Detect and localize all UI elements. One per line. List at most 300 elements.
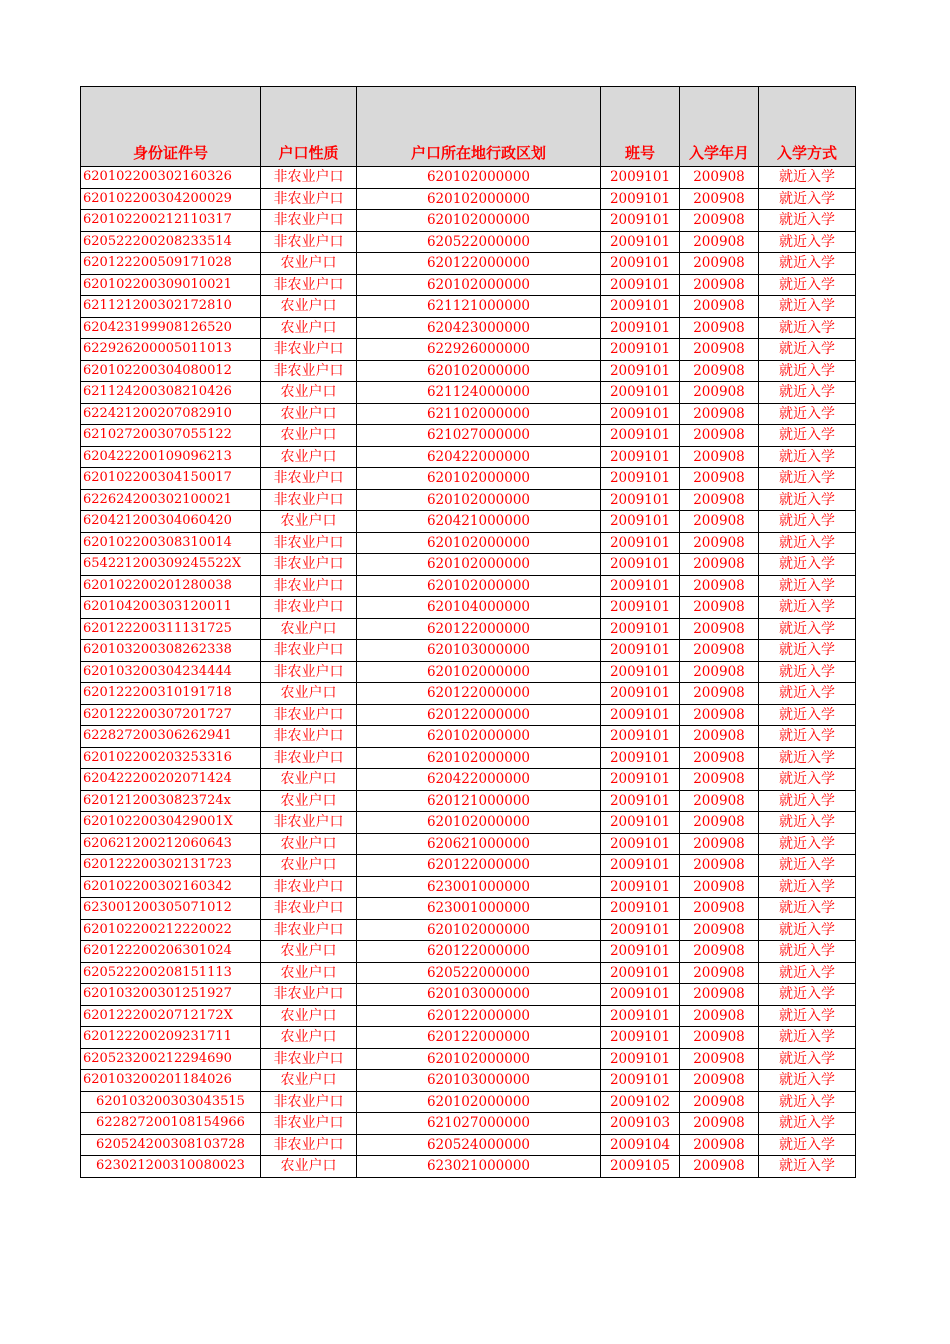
table-row <box>81 704 856 726</box>
table-row <box>81 790 856 812</box>
enroll-method-cell: 就近入学 <box>759 769 856 791</box>
id-number-cell: 620122200310191718 <box>81 683 261 705</box>
hukou-type-cell: 非农业户口 <box>261 339 357 361</box>
hukou-type-cell: 农业户口 <box>261 403 357 425</box>
enroll-date-cell: 200908 <box>680 898 759 920</box>
enroll-method-cell: 就近入学 <box>759 575 856 597</box>
table-row <box>81 274 856 296</box>
enroll-method-cell: 就近入学 <box>759 425 856 447</box>
enroll-method-cell: 就近入学 <box>759 274 856 296</box>
id-number-cell: 62012220020712172X <box>81 1005 261 1027</box>
enroll-date-cell: 200908 <box>680 317 759 339</box>
hukou-type-cell: 非农业户口 <box>261 1091 357 1113</box>
header-enroll-date: 入学年月 <box>680 87 759 167</box>
enroll-method-cell: 就近入学 <box>759 382 856 404</box>
table-row <box>81 554 856 576</box>
hukou-region-cell: 620522000000 <box>357 962 601 984</box>
class-number-cell: 2009101 <box>601 253 680 275</box>
class-number-cell: 2009101 <box>601 167 680 189</box>
hukou-region-cell: 620122000000 <box>357 855 601 877</box>
class-number-cell: 2009101 <box>601 747 680 769</box>
hukou-region-cell: 620102000000 <box>357 274 601 296</box>
id-number-cell: 620621200212060643 <box>81 833 261 855</box>
enroll-date-cell: 200908 <box>680 1005 759 1027</box>
header-class-number: 班号 <box>601 87 680 167</box>
hukou-region-cell: 620102000000 <box>357 188 601 210</box>
id-number-cell: 62010220030429001X <box>81 812 261 834</box>
hukou-region-cell: 621027000000 <box>357 1113 601 1135</box>
class-number-cell: 2009101 <box>601 468 680 490</box>
id-number-cell: 621124200308210426 <box>81 382 261 404</box>
class-number-cell: 2009104 <box>601 1134 680 1156</box>
table-row <box>81 489 856 511</box>
hukou-type-cell: 非农业户口 <box>261 597 357 619</box>
enroll-date-cell: 200908 <box>680 210 759 232</box>
enroll-method-cell: 就近入学 <box>759 403 856 425</box>
hukou-type-cell: 非农业户口 <box>261 489 357 511</box>
id-number-cell: 620102200304200029 <box>81 188 261 210</box>
enroll-method-cell: 就近入学 <box>759 167 856 189</box>
hukou-type-cell: 非农业户口 <box>261 704 357 726</box>
enroll-method-cell: 就近入学 <box>759 618 856 640</box>
enroll-method-cell: 就近入学 <box>759 941 856 963</box>
table-row <box>81 640 856 662</box>
enroll-method-cell: 就近入学 <box>759 1134 856 1156</box>
hukou-region-cell: 620121000000 <box>357 790 601 812</box>
hukou-type-cell: 非农业户口 <box>261 188 357 210</box>
id-number-cell: 620102200302160342 <box>81 876 261 898</box>
hukou-region-cell: 621121000000 <box>357 296 601 318</box>
enroll-date-cell: 200908 <box>680 812 759 834</box>
table-row <box>81 683 856 705</box>
id-number-cell: 620421200304060420 <box>81 511 261 533</box>
class-number-cell: 2009101 <box>601 640 680 662</box>
table-row <box>81 941 856 963</box>
hukou-type-cell: 非农业户口 <box>261 167 357 189</box>
table-row <box>81 1048 856 1070</box>
hukou-region-cell: 620102000000 <box>357 575 601 597</box>
enroll-date-cell: 200908 <box>680 231 759 253</box>
hukou-region-cell: 623001000000 <box>357 898 601 920</box>
enroll-date-cell: 200908 <box>680 274 759 296</box>
enroll-date-cell: 200908 <box>680 1070 759 1092</box>
enroll-date-cell: 200908 <box>680 1156 759 1178</box>
enroll-method-cell: 就近入学 <box>759 812 856 834</box>
enroll-method-cell: 就近入学 <box>759 726 856 748</box>
id-number-cell: 620122200206301024 <box>81 941 261 963</box>
hukou-type-cell: 农业户口 <box>261 317 357 339</box>
hukou-region-cell: 620104000000 <box>357 597 601 619</box>
hukou-region-cell: 621102000000 <box>357 403 601 425</box>
enroll-date-cell: 200908 <box>680 919 759 941</box>
class-number-cell: 2009101 <box>601 704 680 726</box>
hukou-region-cell: 623021000000 <box>357 1156 601 1178</box>
hukou-region-cell: 620621000000 <box>357 833 601 855</box>
enroll-date-cell: 200908 <box>680 489 759 511</box>
id-number-cell: 620422200202071424 <box>81 769 261 791</box>
hukou-type-cell: 农业户口 <box>261 1156 357 1178</box>
enroll-date-cell: 200908 <box>680 661 759 683</box>
class-number-cell: 2009101 <box>601 726 680 748</box>
table-row <box>81 984 856 1006</box>
hukou-region-cell: 620102000000 <box>357 167 601 189</box>
class-number-cell: 2009101 <box>601 425 680 447</box>
hukou-type-cell: 非农业户口 <box>261 640 357 662</box>
enroll-date-cell: 200908 <box>680 683 759 705</box>
enroll-method-cell: 就近入学 <box>759 790 856 812</box>
id-number-cell: 620122200209231711 <box>81 1027 261 1049</box>
enroll-date-cell: 200908 <box>680 1048 759 1070</box>
id-number-cell: 620103200201184026 <box>81 1070 261 1092</box>
enroll-date-cell: 200908 <box>680 554 759 576</box>
hukou-region-cell: 620102000000 <box>357 554 601 576</box>
enroll-date-cell: 200908 <box>680 1027 759 1049</box>
hukou-region-cell: 620122000000 <box>357 704 601 726</box>
table-row <box>81 382 856 404</box>
id-number-cell: 620103200303043515 <box>81 1091 261 1113</box>
enroll-date-cell: 200908 <box>680 511 759 533</box>
student-registry-table <box>80 86 856 1178</box>
id-number-cell: 620102200212110317 <box>81 210 261 232</box>
enroll-date-cell: 200908 <box>680 360 759 382</box>
enroll-date-cell: 200908 <box>680 984 759 1006</box>
class-number-cell: 2009101 <box>601 489 680 511</box>
id-number-cell: 622926200005011013 <box>81 339 261 361</box>
table-row <box>81 425 856 447</box>
enroll-date-cell: 200908 <box>680 296 759 318</box>
id-number-cell: 620522200208233514 <box>81 231 261 253</box>
hukou-region-cell: 620102000000 <box>357 747 601 769</box>
table-row <box>81 1091 856 1113</box>
id-number-cell: 620122200509171028 <box>81 253 261 275</box>
hukou-region-cell: 620524000000 <box>357 1134 601 1156</box>
enroll-method-cell: 就近入学 <box>759 554 856 576</box>
table-row <box>81 812 856 834</box>
class-number-cell: 2009101 <box>601 1027 680 1049</box>
hukou-region-cell: 620102000000 <box>357 360 601 382</box>
hukou-region-cell: 620102000000 <box>357 661 601 683</box>
table-row <box>81 876 856 898</box>
hukou-type-cell: 农业户口 <box>261 425 357 447</box>
hukou-type-cell: 非农业户口 <box>261 231 357 253</box>
table-row <box>81 210 856 232</box>
hukou-type-cell: 农业户口 <box>261 296 357 318</box>
id-number-cell: 620102200302160326 <box>81 167 261 189</box>
hukou-region-cell: 620122000000 <box>357 618 601 640</box>
enroll-date-cell: 200908 <box>680 618 759 640</box>
enroll-method-cell: 就近入学 <box>759 296 856 318</box>
table-row <box>81 446 856 468</box>
enroll-date-cell: 200908 <box>680 704 759 726</box>
enroll-method-cell: 就近入学 <box>759 747 856 769</box>
table-row <box>81 339 856 361</box>
enroll-method-cell: 就近入学 <box>759 1156 856 1178</box>
id-number-cell: 620423199908126520 <box>81 317 261 339</box>
enroll-method-cell: 就近入学 <box>759 704 856 726</box>
id-number-cell: 620103200304234444 <box>81 661 261 683</box>
class-number-cell: 2009101 <box>601 554 680 576</box>
hukou-type-cell: 非农业户口 <box>261 532 357 554</box>
class-number-cell: 2009101 <box>601 231 680 253</box>
hukou-region-cell: 620102000000 <box>357 726 601 748</box>
enroll-method-cell: 就近入学 <box>759 898 856 920</box>
class-number-cell: 2009101 <box>601 1070 680 1092</box>
hukou-type-cell: 非农业户口 <box>261 898 357 920</box>
table-row <box>81 898 856 920</box>
enroll-method-cell: 就近入学 <box>759 919 856 941</box>
hukou-type-cell: 非农业户口 <box>261 747 357 769</box>
class-number-cell: 2009101 <box>601 1005 680 1027</box>
enroll-method-cell: 就近入学 <box>759 597 856 619</box>
hukou-type-cell: 农业户口 <box>261 941 357 963</box>
enroll-date-cell: 200908 <box>680 188 759 210</box>
class-number-cell: 2009101 <box>601 876 680 898</box>
hukou-type-cell: 非农业户口 <box>261 812 357 834</box>
id-number-cell: 623021200310080023 <box>81 1156 261 1178</box>
enroll-method-cell: 就近入学 <box>759 188 856 210</box>
class-number-cell: 2009101 <box>601 575 680 597</box>
table-row <box>81 1005 856 1027</box>
table-row <box>81 575 856 597</box>
enroll-method-cell: 就近入学 <box>759 446 856 468</box>
hukou-region-cell: 620522000000 <box>357 231 601 253</box>
enroll-date-cell: 200908 <box>680 962 759 984</box>
hukou-type-cell: 农业户口 <box>261 855 357 877</box>
enroll-date-cell: 200908 <box>680 747 759 769</box>
hukou-type-cell: 非农业户口 <box>261 575 357 597</box>
enroll-method-cell: 就近入学 <box>759 253 856 275</box>
enroll-date-cell: 200908 <box>680 468 759 490</box>
id-number-cell: 622421200207082910 <box>81 403 261 425</box>
table-row <box>81 962 856 984</box>
enroll-date-cell: 200908 <box>680 339 759 361</box>
hukou-type-cell: 农业户口 <box>261 683 357 705</box>
class-number-cell: 2009101 <box>601 446 680 468</box>
table-row <box>81 855 856 877</box>
id-number-cell: 623001200305071012 <box>81 898 261 920</box>
hukou-region-cell: 620422000000 <box>357 446 601 468</box>
hukou-region-cell: 620102000000 <box>357 489 601 511</box>
hukou-type-cell: 非农业户口 <box>261 726 357 748</box>
enroll-date-cell: 200908 <box>680 640 759 662</box>
class-number-cell: 2009101 <box>601 683 680 705</box>
hukou-region-cell: 622926000000 <box>357 339 601 361</box>
hukou-type-cell: 非农业户口 <box>261 1113 357 1135</box>
enroll-date-cell: 200908 <box>680 726 759 748</box>
header-hukou-region: 户口所在地行政区划 <box>357 87 601 167</box>
table-row <box>81 747 856 769</box>
hukou-region-cell: 620422000000 <box>357 769 601 791</box>
table-row <box>81 1156 856 1178</box>
id-number-cell: 620422200109096213 <box>81 446 261 468</box>
enroll-method-cell: 就近入学 <box>759 1048 856 1070</box>
hukou-region-cell: 620102000000 <box>357 210 601 232</box>
enroll-method-cell: 就近入学 <box>759 1091 856 1113</box>
table-row <box>81 833 856 855</box>
hukou-region-cell: 620102000000 <box>357 1091 601 1113</box>
class-number-cell: 2009101 <box>601 898 680 920</box>
enroll-date-cell: 200908 <box>680 941 759 963</box>
id-number-cell: 622827200108154966 <box>81 1113 261 1135</box>
table-row <box>81 296 856 318</box>
hukou-region-cell: 620103000000 <box>357 1070 601 1092</box>
class-number-cell: 2009101 <box>601 339 680 361</box>
enroll-method-cell: 就近入学 <box>759 683 856 705</box>
id-number-cell: 620104200303120011 <box>81 597 261 619</box>
class-number-cell: 2009101 <box>601 962 680 984</box>
hukou-region-cell: 623001000000 <box>357 876 601 898</box>
enroll-date-cell: 200908 <box>680 790 759 812</box>
enroll-date-cell: 200908 <box>680 1134 759 1156</box>
class-number-cell: 2009101 <box>601 382 680 404</box>
hukou-region-cell: 620102000000 <box>357 532 601 554</box>
table-body <box>81 167 856 1178</box>
hukou-type-cell: 非农业户口 <box>261 274 357 296</box>
hukou-type-cell: 非农业户口 <box>261 360 357 382</box>
id-number-cell: 621027200307055122 <box>81 425 261 447</box>
class-number-cell: 2009101 <box>601 618 680 640</box>
hukou-type-cell: 非农业户口 <box>261 1048 357 1070</box>
enroll-date-cell: 200908 <box>680 446 759 468</box>
enroll-method-cell: 就近入学 <box>759 1027 856 1049</box>
hukou-region-cell: 620102000000 <box>357 919 601 941</box>
hukou-type-cell: 农业户口 <box>261 769 357 791</box>
hukou-type-cell: 农业户口 <box>261 382 357 404</box>
id-number-cell: 62012120030823724x <box>81 790 261 812</box>
enroll-method-cell: 就近入学 <box>759 532 856 554</box>
id-number-cell: 620102200308310014 <box>81 532 261 554</box>
id-number-cell: 620122200302131723 <box>81 855 261 877</box>
id-number-cell: 620122200307201727 <box>81 704 261 726</box>
header-enroll-method: 入学方式 <box>759 87 856 167</box>
hukou-region-cell: 620122000000 <box>357 941 601 963</box>
id-number-cell: 622624200302100021 <box>81 489 261 511</box>
enroll-date-cell: 200908 <box>680 1091 759 1113</box>
hukou-type-cell: 非农业户口 <box>261 468 357 490</box>
table-row <box>81 253 856 275</box>
table-row <box>81 661 856 683</box>
id-number-cell: 620524200308103728 <box>81 1134 261 1156</box>
id-number-cell: 620102200309010021 <box>81 274 261 296</box>
hukou-region-cell: 621124000000 <box>357 382 601 404</box>
class-number-cell: 2009105 <box>601 1156 680 1178</box>
table-row <box>81 1113 856 1135</box>
hukou-region-cell: 620122000000 <box>357 683 601 705</box>
hukou-region-cell: 620423000000 <box>357 317 601 339</box>
table-row <box>81 1070 856 1092</box>
enroll-method-cell: 就近入学 <box>759 876 856 898</box>
table-row <box>81 360 856 382</box>
class-number-cell: 2009101 <box>601 317 680 339</box>
class-number-cell: 2009101 <box>601 833 680 855</box>
enroll-method-cell: 就近入学 <box>759 360 856 382</box>
hukou-region-cell: 620102000000 <box>357 812 601 834</box>
class-number-cell: 2009101 <box>601 941 680 963</box>
hukou-type-cell: 农业户口 <box>261 1005 357 1027</box>
hukou-type-cell: 农业户口 <box>261 618 357 640</box>
class-number-cell: 2009103 <box>601 1113 680 1135</box>
id-number-cell: 620102200201280038 <box>81 575 261 597</box>
hukou-region-cell: 620103000000 <box>357 640 601 662</box>
class-number-cell: 2009101 <box>601 790 680 812</box>
enroll-method-cell: 就近入学 <box>759 317 856 339</box>
id-number-cell: 620522200208151113 <box>81 962 261 984</box>
enroll-date-cell: 200908 <box>680 403 759 425</box>
id-number-cell: 620102200304150017 <box>81 468 261 490</box>
hukou-type-cell: 非农业户口 <box>261 984 357 1006</box>
hukou-region-cell: 620102000000 <box>357 1048 601 1070</box>
class-number-cell: 2009101 <box>601 1048 680 1070</box>
table-row <box>81 1134 856 1156</box>
id-number-cell: 622827200306262941 <box>81 726 261 748</box>
hukou-type-cell: 农业户口 <box>261 833 357 855</box>
table-row <box>81 167 856 189</box>
hukou-type-cell: 农业户口 <box>261 790 357 812</box>
enroll-method-cell: 就近入学 <box>759 833 856 855</box>
class-number-cell: 2009101 <box>601 274 680 296</box>
enroll-method-cell: 就近入学 <box>759 468 856 490</box>
enroll-date-cell: 200908 <box>680 425 759 447</box>
enroll-method-cell: 就近入学 <box>759 210 856 232</box>
table-row <box>81 532 856 554</box>
table-row <box>81 511 856 533</box>
id-number-cell: 654221200309245522X <box>81 554 261 576</box>
hukou-region-cell: 621027000000 <box>357 425 601 447</box>
class-number-cell: 2009101 <box>601 919 680 941</box>
hukou-type-cell: 农业户口 <box>261 1027 357 1049</box>
hukou-region-cell: 620122000000 <box>357 253 601 275</box>
class-number-cell: 2009101 <box>601 597 680 619</box>
hukou-region-cell: 620103000000 <box>357 984 601 1006</box>
id-number-cell: 620102200212220022 <box>81 919 261 941</box>
id-number-cell: 620102200304080012 <box>81 360 261 382</box>
enroll-method-cell: 就近入学 <box>759 231 856 253</box>
table-row <box>81 919 856 941</box>
enroll-date-cell: 200908 <box>680 167 759 189</box>
enroll-method-cell: 就近入学 <box>759 1113 856 1135</box>
enroll-date-cell: 200908 <box>680 532 759 554</box>
enroll-method-cell: 就近入学 <box>759 1005 856 1027</box>
class-number-cell: 2009101 <box>601 769 680 791</box>
enroll-method-cell: 就近入学 <box>759 640 856 662</box>
enroll-method-cell: 就近入学 <box>759 661 856 683</box>
hukou-type-cell: 农业户口 <box>261 511 357 533</box>
table-row <box>81 468 856 490</box>
enroll-method-cell: 就近入学 <box>759 1070 856 1092</box>
class-number-cell: 2009101 <box>601 511 680 533</box>
hukou-type-cell: 非农业户口 <box>261 876 357 898</box>
id-number-cell: 620122200311131725 <box>81 618 261 640</box>
header-id-number: 身份证件号 <box>81 87 261 167</box>
class-number-cell: 2009101 <box>601 661 680 683</box>
hukou-region-cell: 620421000000 <box>357 511 601 533</box>
table-row <box>81 726 856 748</box>
table-row <box>81 317 856 339</box>
class-number-cell: 2009101 <box>601 855 680 877</box>
enroll-date-cell: 200908 <box>680 597 759 619</box>
class-number-cell: 2009101 <box>601 360 680 382</box>
hukou-type-cell: 非农业户口 <box>261 210 357 232</box>
enroll-method-cell: 就近入学 <box>759 511 856 533</box>
class-number-cell: 2009101 <box>601 812 680 834</box>
enroll-method-cell: 就近入学 <box>759 489 856 511</box>
table-row <box>81 597 856 619</box>
enroll-date-cell: 200908 <box>680 382 759 404</box>
enroll-date-cell: 200908 <box>680 575 759 597</box>
id-number-cell: 620102200203253316 <box>81 747 261 769</box>
enroll-date-cell: 200908 <box>680 1113 759 1135</box>
enroll-method-cell: 就近入学 <box>759 962 856 984</box>
